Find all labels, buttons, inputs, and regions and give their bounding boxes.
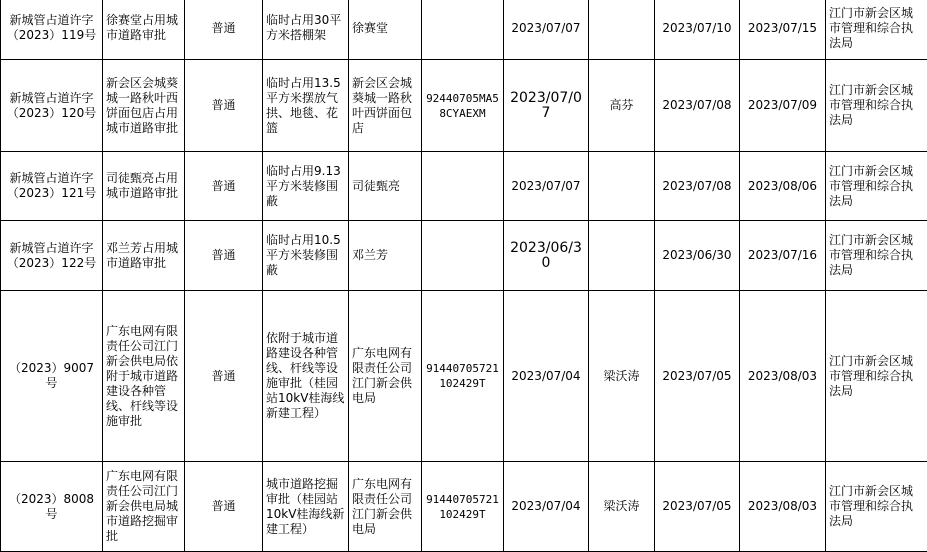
project-name-cell: 徐赛堂占用城市道路审批 bbox=[103, 0, 185, 60]
permit-number-cell: （2023）8008号 bbox=[1, 462, 103, 552]
applicant-cell: 邓兰芳 bbox=[349, 221, 422, 291]
applicant-cell: 司徒甄亮 bbox=[349, 152, 422, 221]
project-name-cell: 新会区会城葵城一路秋叶西饼面包店占用城市道路审批 bbox=[103, 60, 185, 152]
table-body bbox=[1, 0, 927, 552]
decision-date-cell: 2023/07/07 bbox=[504, 152, 589, 221]
end-date-cell: 2023/08/03 bbox=[740, 291, 826, 462]
end-date-cell: 2023/07/09 bbox=[740, 60, 826, 152]
procedure-type-cell: 普通 bbox=[185, 221, 263, 291]
applicant-cell: 广东电网有限责任公司江门新会供电局 bbox=[349, 462, 422, 552]
end-date-cell: 2023/07/15 bbox=[740, 0, 826, 60]
credit-code-cell: 92440705MA58CYAEXM bbox=[422, 60, 504, 152]
procedure-type-cell: 普通 bbox=[185, 60, 263, 152]
table-row bbox=[1, 291, 927, 462]
permit-content-cell: 临时占用13.5平方米摆放气拱、地毯、花篮 bbox=[263, 60, 349, 152]
project-name-cell: 广东电网有限责任公司江门新会供电局依附于城市道路建设各种管线、杆线等设施审批 bbox=[103, 291, 185, 462]
start-date-cell: 2023/07/10 bbox=[655, 0, 740, 60]
authority-cell: 江门市新会区城市管理和综合执法局 bbox=[826, 221, 927, 291]
decision-date-cell: 2023/07/04 bbox=[504, 291, 589, 462]
legal-representative-cell bbox=[589, 0, 655, 60]
end-date-cell: 2023/08/06 bbox=[740, 152, 826, 221]
table-row bbox=[1, 221, 927, 291]
start-date-cell: 2023/07/05 bbox=[655, 291, 740, 462]
start-date-cell: 2023/07/08 bbox=[655, 60, 740, 152]
authority-cell: 江门市新会区城市管理和综合执法局 bbox=[826, 152, 927, 221]
decision-date-cell: 2023/07/07 bbox=[504, 60, 589, 152]
permit-number-cell: 新城管占道许字（2023）119号 bbox=[1, 0, 103, 60]
decision-date-cell: 2023/06/30 bbox=[504, 221, 589, 291]
table-row bbox=[1, 462, 927, 552]
table-row bbox=[1, 0, 927, 60]
procedure-type-cell: 普通 bbox=[185, 0, 263, 60]
legal-representative-cell bbox=[589, 152, 655, 221]
permit-number-cell: 新城管占道许字（2023）121号 bbox=[1, 152, 103, 221]
credit-code-cell: 91440705721102429T bbox=[422, 462, 504, 552]
authority-cell: 江门市新会区城市管理和综合执法局 bbox=[826, 291, 927, 462]
legal-representative-cell: 梁沃涛 bbox=[589, 462, 655, 552]
applicant-cell: 徐赛堂 bbox=[349, 0, 422, 60]
applicant-cell: 广东电网有限责任公司江门新会供电局 bbox=[349, 291, 422, 462]
authority-cell: 江门市新会区城市管理和综合执法局 bbox=[826, 462, 927, 552]
permit-number-cell: 新城管占道许字（2023）122号 bbox=[1, 221, 103, 291]
start-date-cell: 2023/07/05 bbox=[655, 462, 740, 552]
table-row bbox=[1, 152, 927, 221]
procedure-type-cell: 普通 bbox=[185, 152, 263, 221]
permit-content-cell: 依附于城市道路建设各种管线、杆线等设施审批（桂园站10kV桂海线新建工程） bbox=[263, 291, 349, 462]
end-date-cell: 2023/07/16 bbox=[740, 221, 826, 291]
procedure-type-cell: 普通 bbox=[185, 462, 263, 552]
decision-date-cell: 2023/07/04 bbox=[504, 462, 589, 552]
legal-representative-cell: 高芬 bbox=[589, 60, 655, 152]
authority-cell: 江门市新会区城市管理和综合执法局 bbox=[826, 0, 927, 60]
permit-content-cell: 临时占用9.13平方米装修围蔽 bbox=[263, 152, 349, 221]
start-date-cell: 2023/06/30 bbox=[655, 221, 740, 291]
project-name-cell: 邓兰芳占用城市道路审批 bbox=[103, 221, 185, 291]
permit-content-cell: 城市道路挖掘审批（桂园站10kV桂海线新建工程） bbox=[263, 462, 349, 552]
credit-code-cell bbox=[422, 152, 504, 221]
credit-code-cell: 91440705721102429T bbox=[422, 291, 504, 462]
permit-content-cell: 临时占用30平方米搭棚架 bbox=[263, 0, 349, 60]
start-date-cell: 2023/07/08 bbox=[655, 152, 740, 221]
credit-code-cell bbox=[422, 0, 504, 60]
credit-code-cell bbox=[422, 221, 504, 291]
authority-cell: 江门市新会区城市管理和综合执法局 bbox=[826, 60, 927, 152]
project-name-cell: 广东电网有限责任公司江门新会供电局城市道路挖掘审批 bbox=[103, 462, 185, 552]
legal-representative-cell: 梁沃涛 bbox=[589, 291, 655, 462]
permit-number-cell: （2023）9007号 bbox=[1, 291, 103, 462]
end-date-cell: 2023/08/03 bbox=[740, 462, 826, 552]
decision-date-cell: 2023/07/07 bbox=[504, 0, 589, 60]
project-name-cell: 司徒甄亮占用城市道路审批 bbox=[103, 152, 185, 221]
legal-representative-cell bbox=[589, 221, 655, 291]
permit-content-cell: 临时占用10.5平方米装修围蔽 bbox=[263, 221, 349, 291]
applicant-cell: 新会区会城葵城一路秋叶西饼面包店 bbox=[349, 60, 422, 152]
procedure-type-cell: 普通 bbox=[185, 291, 263, 462]
table-row bbox=[1, 60, 927, 152]
permit-number-cell: 新城管占道许字（2023）120号 bbox=[1, 60, 103, 152]
